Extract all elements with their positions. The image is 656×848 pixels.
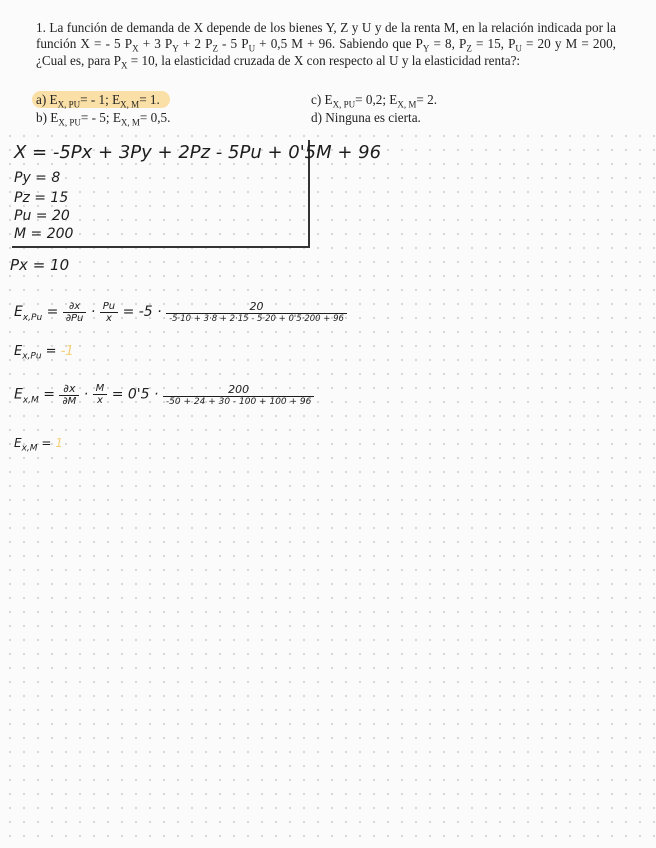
- given-pu: Pu = 20: [14, 208, 70, 224]
- fraction: $\frac{\partial x}{\partial Pu}$: [63, 301, 87, 324]
- handwritten-function: X = -5Px + 3Py + 2Pz - 5Pu + 0'5M + 96: [14, 142, 382, 163]
- elasticity-m-equation: $E_{x,M}$ = $\frac{\partial x}{\partial M}$ · $\frac{M}{x}$ = 0'5 · $\frac{200}{-50 + 24 + 30 - 100 + 100 + 96}$: [14, 382, 314, 407]
- option-a-highlight: a) $E_{X, PU}= - 1$; $E_{X, M}= 1$.: [32, 91, 170, 108]
- elasticity-pu-equation: $E_{x,Pu}$ = $\frac{\partial x}{\partial Pu}$ · $\frac{Pu}{x}$ = -5 · $\frac{20}{-5\cdot 10 + 3\cdot 8 + 2\cdot 15 - 5\cdot 20 + 0'5\cdot 200 + 96}$: [14, 300, 347, 324]
- given-pz: Pz = 15: [14, 190, 69, 206]
- fraction: $\frac{200}{-50 + 24 + 30 - 100 + 100 + 96}$: [163, 383, 314, 407]
- option-b: b) $E_{X, PU}= - 5$; $E_{X, M}= 0,5$.: [36, 110, 171, 128]
- problem-text: [36, 20, 616, 69]
- elasticity-pu-result: $E_{x,Pu} = -1$: [14, 344, 74, 362]
- problem-number: 1.: [36, 20, 46, 35]
- problem-intro: La función de demanda de X depende de los bienes Y, Z y U y de la renta M, en la relación indicada por la función: [36, 20, 616, 52]
- option-a: [36, 92, 170, 108]
- problem-statement: [0, 0, 656, 130]
- option-c: c) $E_{X, PU}= 0,2$; $E_{X, M}= 2$.: [311, 92, 438, 110]
- demand-function: X = - 5 $P_X + 3$ $P_Y + 2$ $P_Z - 5$ $P_U + 0,5$ M + 96. Sabiendo que $P_Y = 8$, $P_Z = 15$, $P_U = 20$ y M = 200, ¿Cual es, para $P_X = 10$, la elasticidad cruzada de X con respecto al U y la elasticidad renta?:: [36, 36, 616, 71]
- given-m: M = 200: [14, 226, 74, 242]
- elasticity-m-result: $E_{x,M} = 1$: [14, 436, 63, 454]
- fraction: $\frac{20}{-5\cdot 10 + 3\cdot 8 + 2\cdot 15 - 5\cdot 20 + 0'5\cdot 200 + 96}$: [166, 300, 347, 324]
- given-py: Py = 8: [14, 170, 61, 186]
- fraction: $\frac{Pu}{x}$: [100, 301, 118, 324]
- given-px: Px = 10: [10, 256, 70, 274]
- option-d: d) Ninguna es cierta.: [311, 110, 421, 125]
- fraction: $\frac{\partial x}{\partial M}$: [59, 382, 79, 407]
- fraction: $\frac{M}{x}$: [93, 383, 108, 406]
